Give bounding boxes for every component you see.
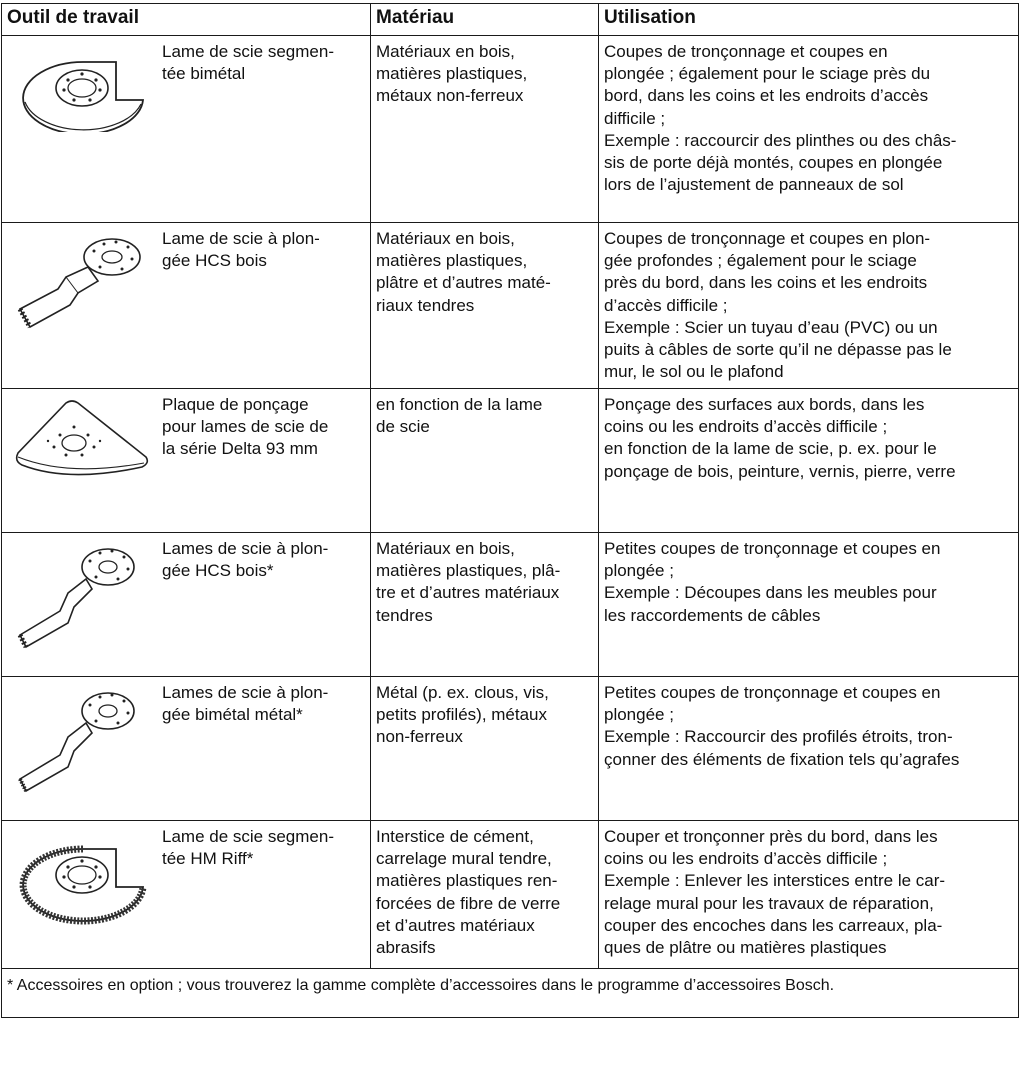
use-cell: Ponçage des surfaces aux bords, dans les coins ou les endroits d’accès difficile ; en fonction de la lame de scie, p. ex. pour le ponçage de bois, peinture, vernis, pierre, verre bbox=[599, 389, 1019, 533]
plunge-saw-blade-wide-icon bbox=[8, 229, 158, 339]
tool-cell bbox=[2, 36, 371, 223]
table-row bbox=[2, 389, 1019, 533]
use-cell: Coupes de tronçonnage et coupes en plon- gée profondes ; également pour le sciage près du bord, dans les coins et les endroits d’accès difficile ; Exemple : Scier un tuyau d’eau (PVC) ou un puits à câbles de sorte qu’il ne dépasse pas le mur, le sol ou le plafond bbox=[599, 223, 1019, 389]
material-cell: en fonction de la lame de scie bbox=[371, 389, 599, 533]
tool-name: Lame de scie segmen- tée bimétal bbox=[162, 42, 334, 83]
tool-cell bbox=[2, 533, 371, 677]
tool-name: Lames de scie à plon- gée HCS bois* bbox=[162, 539, 329, 580]
header-tool: Outil de travail bbox=[2, 4, 371, 36]
table-row bbox=[2, 821, 1019, 969]
header-row bbox=[2, 4, 1019, 36]
material-cell: Matériaux en bois, matières plastiques, métaux non-ferreux bbox=[371, 36, 599, 223]
segment-saw-blade-icon bbox=[8, 42, 158, 132]
plunge-saw-blade-narrow-icon bbox=[8, 539, 158, 659]
header-material: Matériau bbox=[371, 4, 599, 36]
footnote-row bbox=[2, 969, 1019, 1018]
tool-name: Lame de scie à plon- gée HCS bois bbox=[162, 229, 320, 270]
footnote: * Accessoires en option ; vous trouverez la gamme complète d’accessoires dans le programme d’accessoires Bosch. bbox=[2, 969, 1019, 1018]
use-cell: Petites coupes de tronçonnage et coupes en plongée ; Exemple : Raccourcir des profilés étroits, tron- çonner des éléments de fixation tels qu’agrafes bbox=[599, 677, 1019, 821]
use-cell: Petites coupes de tronçonnage et coupes en plongée ; Exemple : Découpes dans les meubles pour les raccordements de câbles bbox=[599, 533, 1019, 677]
header-use: Utilisation bbox=[599, 4, 1019, 36]
material-cell: Matériaux en bois, matières plastiques, plâ- tre et d’autres matériaux tendres bbox=[371, 533, 599, 677]
table-row bbox=[2, 677, 1019, 821]
tool-name: Lames de scie à plon- gée bimétal métal* bbox=[162, 683, 329, 724]
table-row bbox=[2, 533, 1019, 677]
use-cell: Couper et tronçonner près du bord, dans les coins ou les endroits d’accès difficile ; Exemple : Enlever les interstices entre le car- relage mural pour les travaux de réparation, couper des encoches dans les carreaux, pla- ques de plâtre ou matières plastiques bbox=[599, 821, 1019, 969]
material-cell: Interstice de cément, carrelage mural tendre, matières plastiques ren- forcées de fibre de verre et d’autres matériaux abrasifs bbox=[371, 821, 599, 969]
use-cell: Coupes de tronçonnage et coupes en plongée ; également pour le sciage près du bord, dans les coins et les endroits d’accès difficile ; Exemple : raccourcir des plinthes ou des châs- sis de porte déjà montés, coupes en plongée lors de l’ajustement de panneaux de sol bbox=[599, 36, 1019, 223]
material-cell: Métal (p. ex. clous, vis, petits profilés), métaux non-ferreux bbox=[371, 677, 599, 821]
tool-cell bbox=[2, 677, 371, 821]
accessories-table bbox=[1, 3, 1019, 1018]
tool-name: Plaque de ponçage pour lames de scie de la série Delta 93 mm bbox=[162, 395, 329, 458]
table-row bbox=[2, 223, 1019, 389]
tool-name: Lame de scie segmen- tée HM Riff* bbox=[162, 827, 334, 868]
material-cell: Matériaux en bois, matières plastiques, plâtre et d’autres maté- riaux tendres bbox=[371, 223, 599, 389]
tool-cell bbox=[2, 389, 371, 533]
plunge-saw-blade-metal-icon bbox=[8, 683, 158, 803]
riff-segment-saw-blade-icon bbox=[8, 827, 158, 927]
table-row bbox=[2, 36, 1019, 223]
tool-cell bbox=[2, 223, 371, 389]
tool-cell bbox=[2, 821, 371, 969]
delta-sanding-plate-icon bbox=[8, 395, 158, 495]
